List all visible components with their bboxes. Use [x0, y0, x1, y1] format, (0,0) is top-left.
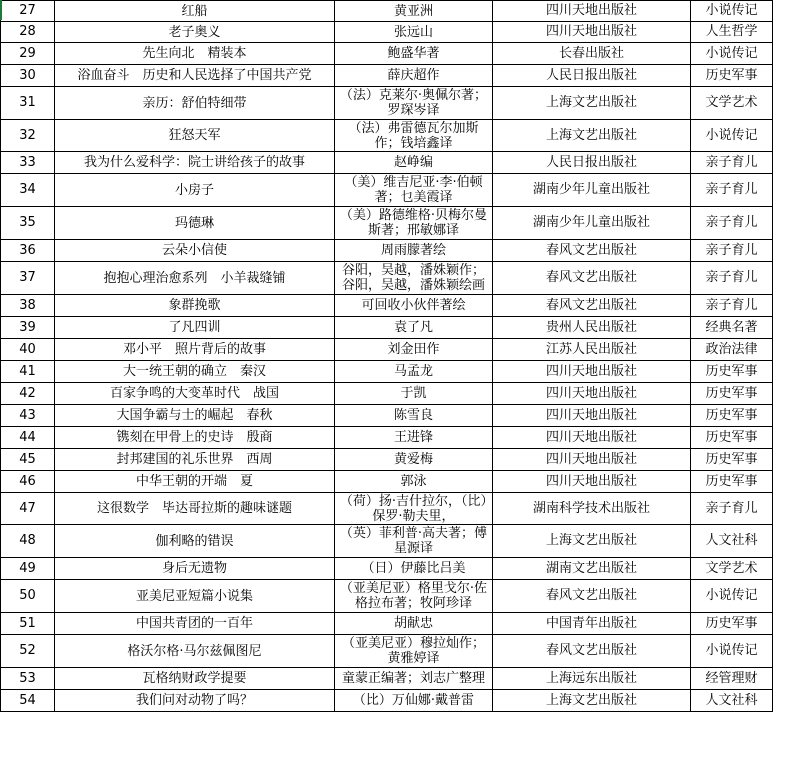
row-number-cell[interactable]: 30 — [1, 65, 55, 87]
publisher-cell[interactable]: 湖南少年儿童出版社 — [493, 174, 691, 207]
category-cell[interactable]: 文学艺术 — [691, 558, 773, 580]
category-cell[interactable]: 小说传记 — [691, 1, 773, 22]
author-cell[interactable]: （英）菲利普·高夫著；傅星源译 — [335, 525, 493, 558]
row-number-cell[interactable]: 32 — [1, 120, 55, 152]
table-row — [1, 43, 773, 65]
title-cell[interactable]: 老子奥义 — [55, 22, 335, 43]
title-cell[interactable]: 抱抱心理治愈系列 小羊裁缝铺 — [55, 262, 335, 295]
table-row — [1, 635, 773, 668]
row-number-cell[interactable]: 37 — [1, 262, 55, 295]
row-number-cell[interactable]: 45 — [1, 449, 55, 471]
author-cell[interactable]: 于凯 — [335, 383, 493, 405]
title-cell[interactable]: 中国共青团的一百年 — [55, 613, 335, 635]
publisher-cell[interactable]: 上海文艺出版社 — [493, 690, 691, 712]
title-cell[interactable]: 小房子 — [55, 174, 335, 207]
publisher-cell[interactable]: 上海远东出版社 — [493, 668, 691, 690]
author-cell[interactable]: 周雨朦著绘 — [335, 240, 493, 262]
publisher-cell[interactable]: 春风文艺出版社 — [493, 262, 691, 295]
table-row — [1, 120, 773, 152]
category-cell[interactable]: 历史军事 — [691, 427, 773, 449]
table-row — [1, 580, 773, 613]
title-cell[interactable]: 身后无遗物 — [55, 558, 335, 580]
title-cell[interactable]: 先生向北 精装本 — [55, 43, 335, 65]
publisher-cell[interactable]: 上海文艺出版社 — [493, 87, 691, 120]
active-cell-marker — [0, 0, 2, 20]
author-cell[interactable]: 刘金田作 — [335, 339, 493, 361]
publisher-cell[interactable]: 中国青年出版社 — [493, 613, 691, 635]
category-cell[interactable]: 亲子育儿 — [691, 207, 773, 240]
row-number-cell[interactable]: 52 — [1, 635, 55, 668]
title-cell[interactable]: 百家争鸣的大变革时代 战国 — [55, 383, 335, 405]
category-cell[interactable]: 历史军事 — [691, 449, 773, 471]
title-cell[interactable]: 这很数学 毕达哥拉斯的趣味谜题 — [55, 493, 335, 525]
publisher-cell[interactable]: 上海文艺出版社 — [493, 525, 691, 558]
publisher-cell[interactable]: 四川天地出版社 — [493, 1, 691, 22]
author-cell[interactable]: 童蒙正编著；刘志广整理 — [335, 668, 493, 690]
table-row — [1, 383, 773, 405]
category-cell[interactable]: 小说传记 — [691, 120, 773, 152]
table-row — [1, 22, 773, 43]
category-cell[interactable]: 小说传记 — [691, 635, 773, 668]
author-cell[interactable]: 可回收小伙伴著绘 — [335, 295, 493, 317]
publisher-cell[interactable]: 湖南科学技术出版社 — [493, 493, 691, 525]
title-cell[interactable]: 象群挽歌 — [55, 295, 335, 317]
publisher-cell[interactable]: 上海文艺出版社 — [493, 120, 691, 152]
title-cell[interactable]: 大国争霸与士的崛起 春秋 — [55, 405, 335, 427]
publisher-cell[interactable]: 春风文艺出版社 — [493, 295, 691, 317]
title-cell[interactable]: 大一统王朝的确立 秦汉 — [55, 361, 335, 383]
publisher-cell[interactable]: 四川天地出版社 — [493, 405, 691, 427]
table-row — [1, 240, 773, 262]
row-number-cell[interactable]: 47 — [1, 493, 55, 525]
table-row — [1, 317, 773, 339]
table-row — [1, 361, 773, 383]
category-cell[interactable]: 亲子育儿 — [691, 240, 773, 262]
category-cell[interactable]: 历史军事 — [691, 405, 773, 427]
row-number-cell[interactable]: 48 — [1, 525, 55, 558]
table-row — [1, 493, 773, 525]
row-number-cell[interactable]: 28 — [1, 22, 55, 43]
row-number-cell[interactable]: 38 — [1, 295, 55, 317]
table-row — [1, 295, 773, 317]
book-table-body — [1, 1, 773, 712]
row-number-cell[interactable]: 53 — [1, 668, 55, 690]
title-cell[interactable]: 我们问对动物了吗？ — [55, 690, 335, 712]
category-cell[interactable]: 亲子育儿 — [691, 493, 773, 525]
publisher-cell[interactable]: 人民日报出版社 — [493, 152, 691, 174]
category-cell[interactable]: 亲子育儿 — [691, 152, 773, 174]
category-cell[interactable]: 亲子育儿 — [691, 262, 773, 295]
publisher-cell[interactable]: 春风文艺出版社 — [493, 580, 691, 613]
author-cell[interactable]: （荷）扬·吉什拉尔，（比）保罗·勒夫里， — [335, 493, 493, 525]
title-cell[interactable]: 我为什么爱科学：院士讲给孩子的故事 — [55, 152, 335, 174]
author-cell[interactable]: 鲍盛华著 — [335, 43, 493, 65]
author-cell[interactable]: （亚美尼亚）格里戈尔·佐格拉布著；牧阿珍译 — [335, 580, 493, 613]
category-cell[interactable]: 小说传记 — [691, 43, 773, 65]
category-cell[interactable]: 小说传记 — [691, 580, 773, 613]
publisher-cell[interactable]: 四川天地出版社 — [493, 22, 691, 43]
author-cell[interactable]: 王进锋 — [335, 427, 493, 449]
author-cell[interactable]: 谷阳，吴越，潘姝颖作；谷阳，吴越，潘姝颖绘画 — [335, 262, 493, 295]
author-cell[interactable]: 张远山 — [335, 22, 493, 43]
row-number-cell[interactable]: 42 — [1, 383, 55, 405]
author-cell[interactable]: 陈雪良 — [335, 405, 493, 427]
row-number-cell[interactable]: 50 — [1, 580, 55, 613]
title-cell[interactable]: 亚美尼亚短篇小说集 — [55, 580, 335, 613]
table-row — [1, 427, 773, 449]
row-number-cell[interactable]: 43 — [1, 405, 55, 427]
table-row — [1, 174, 773, 207]
category-cell[interactable]: 人生哲学 — [691, 22, 773, 43]
category-cell[interactable]: 历史军事 — [691, 65, 773, 87]
table-row — [1, 471, 773, 493]
publisher-cell[interactable]: 四川天地出版社 — [493, 449, 691, 471]
author-cell[interactable]: （比）万仙娜·戴普雷 — [335, 690, 493, 712]
title-cell[interactable]: 格沃尔格·马尔兹佩图尼 — [55, 635, 335, 668]
table-row — [1, 207, 773, 240]
table-row — [1, 65, 773, 87]
title-cell[interactable]: 邓小平 照片背后的故事 — [55, 339, 335, 361]
author-cell[interactable]: 马孟龙 — [335, 361, 493, 383]
title-cell[interactable]: 瓦格纳财政学提要 — [55, 668, 335, 690]
category-cell[interactable]: 历史军事 — [691, 471, 773, 493]
row-number-cell[interactable]: 33 — [1, 152, 55, 174]
row-number-cell[interactable]: 27 — [1, 1, 55, 22]
author-cell[interactable]: （美）路德维格·贝梅尔曼斯著；邢敏娜译 — [335, 207, 493, 240]
row-number-cell[interactable]: 41 — [1, 361, 55, 383]
category-cell[interactable]: 亲子育儿 — [691, 174, 773, 207]
category-cell[interactable]: 人文社科 — [691, 525, 773, 558]
title-cell[interactable]: 云朵小信使 — [55, 240, 335, 262]
row-number-cell[interactable]: 46 — [1, 471, 55, 493]
table-row — [1, 1, 773, 22]
title-cell[interactable]: 封邦建国的礼乐世界 西周 — [55, 449, 335, 471]
publisher-cell[interactable]: 四川天地出版社 — [493, 361, 691, 383]
row-number-cell[interactable]: 35 — [1, 207, 55, 240]
author-cell[interactable]: 赵峥编 — [335, 152, 493, 174]
author-cell[interactable]: 袁了凡 — [335, 317, 493, 339]
category-cell[interactable]: 亲子育儿 — [691, 295, 773, 317]
row-number-cell[interactable]: 39 — [1, 317, 55, 339]
publisher-cell[interactable]: 四川天地出版社 — [493, 471, 691, 493]
title-cell[interactable]: 浴血奋斗 历史和人民选择了中国共产党 — [55, 65, 335, 87]
author-cell[interactable]: 郭泳 — [335, 471, 493, 493]
author-cell[interactable]: （日）伊藤比吕美 — [335, 558, 493, 580]
category-cell[interactable]: 历史军事 — [691, 613, 773, 635]
row-number-cell[interactable]: 40 — [1, 339, 55, 361]
table-row — [1, 558, 773, 580]
table-row — [1, 262, 773, 295]
publisher-cell[interactable]: 四川天地出版社 — [493, 427, 691, 449]
table-row — [1, 613, 773, 635]
publisher-cell[interactable]: 长春出版社 — [493, 43, 691, 65]
table-row — [1, 690, 773, 712]
table-row — [1, 339, 773, 361]
category-cell[interactable]: 经典名著 — [691, 317, 773, 339]
category-cell[interactable]: 人文社科 — [691, 690, 773, 712]
table-row — [1, 405, 773, 427]
title-cell[interactable]: 亲历：舒伯特细带 — [55, 87, 335, 120]
author-cell[interactable]: 黄亚洲 — [335, 1, 493, 22]
table-row — [1, 668, 773, 690]
row-number-cell[interactable]: 36 — [1, 240, 55, 262]
row-number-cell[interactable]: 51 — [1, 613, 55, 635]
author-cell[interactable]: （亚美尼亚）穆拉灿作；黄雅婷译 — [335, 635, 493, 668]
category-cell[interactable]: 经管理财 — [691, 668, 773, 690]
title-cell[interactable]: 狂怒天军 — [55, 120, 335, 152]
title-cell[interactable]: 玛德琳 — [55, 207, 335, 240]
category-cell[interactable]: 政治法律 — [691, 339, 773, 361]
row-number-cell[interactable]: 31 — [1, 87, 55, 120]
title-cell[interactable]: 镌刻在甲骨上的史诗 殷商 — [55, 427, 335, 449]
publisher-cell[interactable]: 春风文艺出版社 — [493, 635, 691, 668]
row-number-cell[interactable]: 44 — [1, 427, 55, 449]
publisher-cell[interactable]: 人民日报出版社 — [493, 65, 691, 87]
publisher-cell[interactable]: 江苏人民出版社 — [493, 339, 691, 361]
title-cell[interactable]: 红船 — [55, 1, 335, 22]
author-cell[interactable]: （法）弗雷德瓦尔加斯作；钱培鑫译 — [335, 120, 493, 152]
category-cell[interactable]: 历史军事 — [691, 361, 773, 383]
row-number-cell[interactable]: 54 — [1, 690, 55, 712]
publisher-cell[interactable]: 湖南文艺出版社 — [493, 558, 691, 580]
author-cell[interactable]: 黄爱梅 — [335, 449, 493, 471]
publisher-cell[interactable]: 贵州人民出版社 — [493, 317, 691, 339]
author-cell[interactable]: （美）维吉尼亚·李·伯顿著；乜美霞译 — [335, 174, 493, 207]
category-cell[interactable]: 历史军事 — [691, 383, 773, 405]
publisher-cell[interactable]: 春风文艺出版社 — [493, 240, 691, 262]
author-cell[interactable]: 胡献忠 — [335, 613, 493, 635]
table-row — [1, 152, 773, 174]
publisher-cell[interactable]: 四川天地出版社 — [493, 383, 691, 405]
author-cell[interactable]: 薛庆超作 — [335, 65, 493, 87]
title-cell[interactable]: 中华王朝的开端 夏 — [55, 471, 335, 493]
row-number-cell[interactable]: 34 — [1, 174, 55, 207]
table-row — [1, 449, 773, 471]
table-row — [1, 87, 773, 120]
table-row — [1, 525, 773, 558]
row-number-cell[interactable]: 29 — [1, 43, 55, 65]
title-cell[interactable]: 了凡四训 — [55, 317, 335, 339]
author-cell[interactable]: （法）克莱尔·奥佩尔著；罗琛岑译 — [335, 87, 493, 120]
publisher-cell[interactable]: 湖南少年儿童出版社 — [493, 207, 691, 240]
category-cell[interactable]: 文学艺术 — [691, 87, 773, 120]
row-number-cell[interactable]: 49 — [1, 558, 55, 580]
title-cell[interactable]: 伽利略的错误 — [55, 525, 335, 558]
